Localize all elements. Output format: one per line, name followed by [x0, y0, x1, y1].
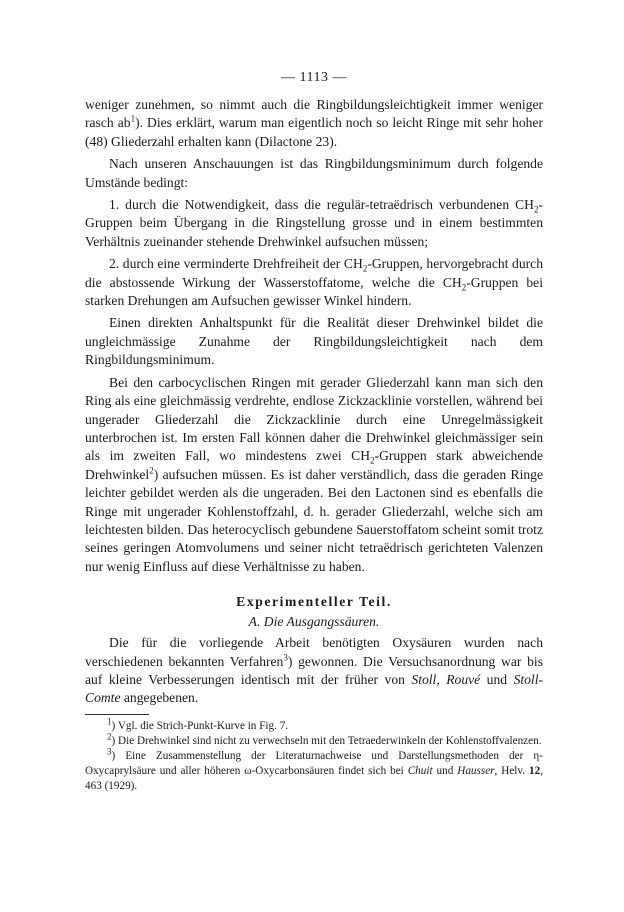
- footnote: $^1$) Vgl. die Strich-Punkt-Kurve in Fig. 7.: [107, 716, 289, 732]
- footnote: $^2$) Die Drehwinkel sind nicht zu verwechseln mit den Tetraederwinkeln der Kohlenstoffvalenzen.: [107, 731, 542, 747]
- page-number: — 1113 —: [281, 70, 347, 85]
- list-item: 2. durch eine verminderte Drehfreiheit der $CH_2$-Gruppen, hervorgebracht durch die abstossende Wirkung der Wasserstoffatome, welche die $CH_2$-Gruppen bei starken Drehungen am Aufsuchen gewisser Winkel hindern.: [85, 256, 544, 309]
- paragraph: Einen direkten Anhaltspunkt für die Realität dieser Drehwinkel bildet die ungleichmässige Zunahme der Ringbildungsleichtigkeit nach dem Ringbildungsminimum.: [85, 315, 543, 368]
- paragraph: Nach unseren Anschauungen ist das Ringbildungsminimum durch folgende Umstände bedingt:: [85, 156, 543, 190]
- list-item: 1. durch die Notwendigkeit, dass die regulär-tetraëdrisch verbundenen $CH_2$-Gruppen beim Übergang in die Ringstellung grosse und in einem bestimmten Verhältnis zueinander stehende Drehwinkel aufsuchen müssen;: [85, 197, 543, 249]
- subsection-title: A. Die Ausgangssäuren.: [248, 614, 380, 630]
- paragraph: Bei den carbocyclischen Ringen mit gerader Gliederzahl kann man sich den Ring als eine gleichmässig verdrehte, endlose Zickzacklinie vorstellen, während bei ungerader Gliederzahl die Zickzacklinie durch eine Unregelmässigkeit unterbrochen ist. Im ersten Fall können daher die Drehwinkel gleichmässiger sein als im zweiten Fall, wo mindestens zwei $CH_2$-Gruppen stark abweichende Drehwinkel$^2$) aufsuchen müssen. Es ist daher verständlich, dass die geraden Ringe leichter gebildet werden als die ungeraden. Bei den Lactonen sind es ebenfalls die Ringe mit ungerader Kohlenstoffzahl, d. h. gerader Gliederzahl, welche sich am leichtesten bilden. Das heterocyclisch gebundene Sauerstoffatom scheint somit trotz seines geringen Atomvolumens und seiner nicht tetraëdrisch gerichteten Valenzen nur wenig Einfluss auf diese Verhältnisse zu haben.: [85, 374, 543, 574]
- paragraph: weniger zunehmen, so nimmt auch die Ringbildungsleichtigkeit immer weniger rasch $ab^1$). Dies erklärt, warum man eigentlich noch so leicht Ringe mit sehr hoher (48) Gliederzahl erhalten kann (Dilactone 23).: [85, 97, 543, 149]
- section-title: Experimenteller Teil.: [236, 594, 392, 610]
- footnote: $^3$) Eine Zusammenstellung der Literaturnachweise und Darstellungsmethoden der η-Oxycaprylsäure und aller höheren ω-Oxycarbonsäuren findet sich bei Chuit und Hausser, Helv. 12, 463 (1929).: [85, 746, 543, 792]
- page: [85, 70, 543, 794]
- paragraph: Die für die vorliegende Arbeit benötigten Oxysäuren wurden nach verschiedenen bekannten Verfahren$^3$) gewonnen. Die Versuchsanordnung war bis auf kleine Verbesserungen identisch mit der früher von Stoll, Rouvé und Stoll-Comte angegebenen.: [85, 635, 544, 706]
- footnote-divider: [85, 714, 149, 715]
